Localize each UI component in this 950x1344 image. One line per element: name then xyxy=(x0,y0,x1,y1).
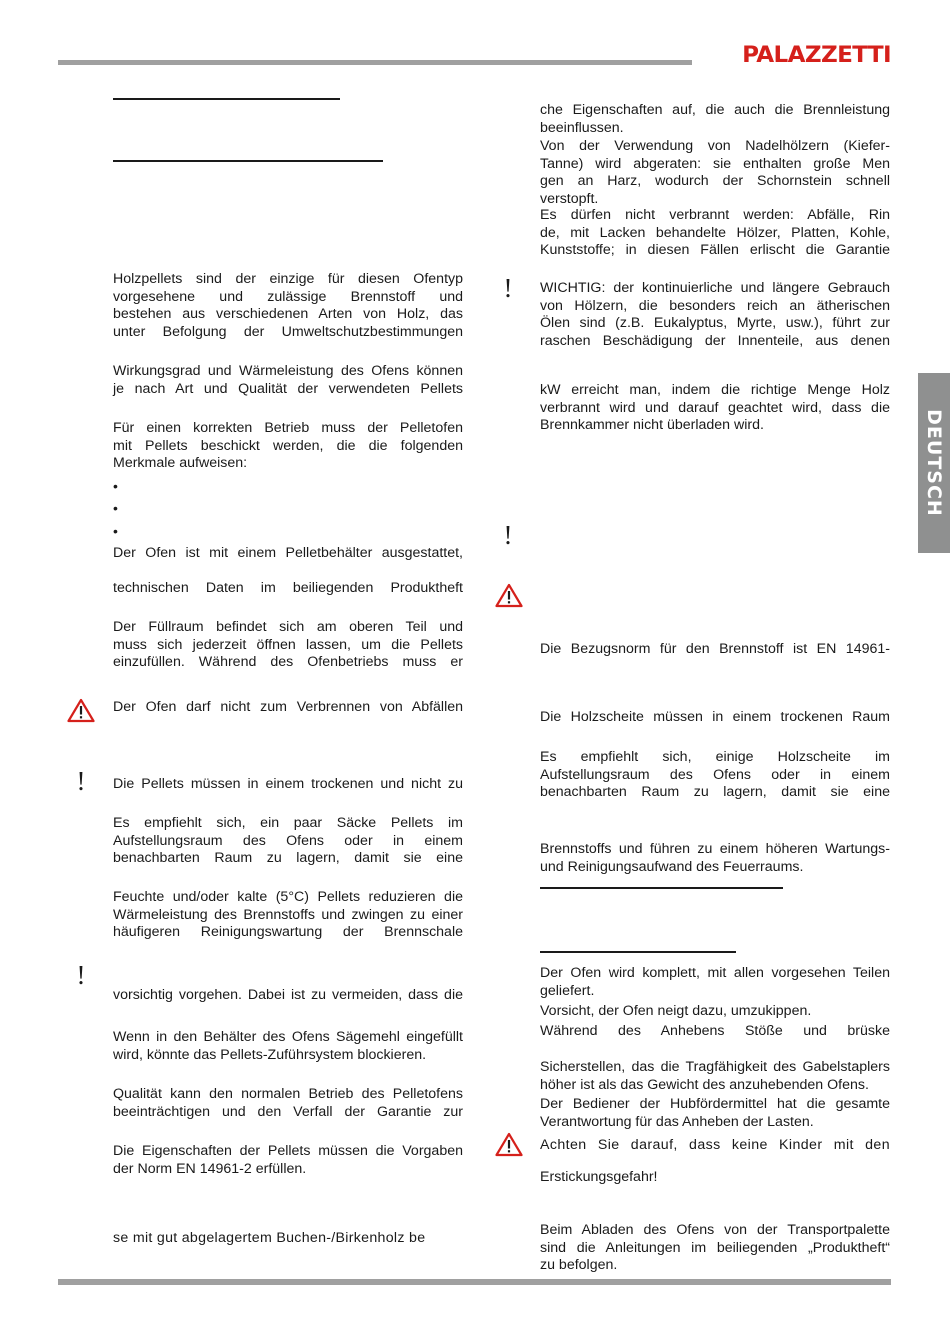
warning-triangle-icon xyxy=(495,583,523,608)
language-tab-label: DEUTSCH xyxy=(923,409,945,517)
paragraph: Wirkungsgrad und Wärmeleistung des Ofens können je nach Art und Qualität der verwendeten Pellets xyxy=(113,363,463,397)
paragraph: Wenn in den Behälter des Ofens Sägemehl eingefüllt wird, könnte das Pellets-Zuführsystem blockieren. xyxy=(113,1029,463,1063)
paragraph: che Eigenschaften auf, die auch die Brennleistung beeinflussen. xyxy=(540,102,890,136)
paragraph: WICHTIG: der kontinuierliche und längere Gebrauch von Hölzern, die besonders reich an ätherischen Ölen sind (z.B. Eukalyptus, Myrte, usw.), führt zur raschen Beschädigung der Innenteile, aus denen xyxy=(540,280,890,349)
paragraph: Sicherstellen, das die Tragfähigkeit des Gabelstaplers höher ist als das Gewicht des anzuhebenden Ofens. xyxy=(540,1059,890,1093)
paragraph: Brennstoffs und führen zu einem höheren Wartungs- und Reinigungsaufwand des Feuerraums. xyxy=(540,841,890,875)
paragraph: vorsichtig vorgehen. Dabei ist zu vermeiden, dass die xyxy=(113,987,463,1003)
heading-rule xyxy=(540,887,783,889)
exclamation-mark-icon: ! xyxy=(503,273,513,303)
paragraph: Die Eigenschaften der Pellets müssen die Vorgaben der Norm EN 14961-2 erfüllen. xyxy=(113,1143,463,1177)
heading-rule xyxy=(540,951,736,953)
footer-rule xyxy=(58,1279,891,1285)
paragraph: Es empfiehlt sich, ein paar Säcke Pellets im Aufstellungsraum des Ofens oder in einem benachbarten Raum zu lagern, damit sie eine xyxy=(113,815,463,866)
exclamation-mark-icon: ! xyxy=(76,960,86,990)
paragraph: Feuchte und/oder kalte (5°C) Pellets reduzieren die Wärmeleistung des Brennstoffs und zwingen zu einer häufigeren Reinigungswartung der Brennschale xyxy=(113,889,463,940)
paragraph: technischen Daten im beiliegenden Produktheft xyxy=(113,580,463,596)
bullet-marker: • xyxy=(113,523,118,539)
bullet-marker: • xyxy=(113,500,118,516)
paragraph: Achten Sie darauf, dass keine Kinder mit den xyxy=(540,1137,890,1153)
exclamation-mark-icon: ! xyxy=(503,520,513,550)
warning-triangle-icon xyxy=(495,1132,523,1157)
paragraph: Vorsicht, der Ofen neigt dazu, umzukippen. xyxy=(540,1003,812,1019)
paragraph: Die Pellets müssen in einem trockenen und nicht zu xyxy=(113,776,463,792)
brand-logo: PALAZZETTI xyxy=(742,43,891,68)
paragraph: Es dürfen nicht verbrannt werden: Abfälle, Rin de, mit Lacken behandelte Hölzer, Platten, Kohle, Kunststoffe; in diesen Fällen erlischt die Garantie xyxy=(540,207,890,258)
header-rule xyxy=(58,60,692,65)
paragraph: Beim Abladen des Ofens von der Transportpalette sind die Anleitungen im beiliegenden „Produktheft“ zu befolgen. xyxy=(540,1222,890,1273)
paragraph: kW erreicht man, indem die richtige Menge Holz verbrannt wird und darauf geachtet wird, dass die Brennkammer nicht überladen wird. xyxy=(540,382,890,433)
paragraph: Der Bediener der Hubfördermittel hat die gesamte Verantwortung für das Anheben der Lasten. xyxy=(540,1096,890,1130)
paragraph: Holzpellets sind der einzige für diesen Ofentyp vorgesehene und zulässige Brennstoff und bestehen aus verschiedenen Arten von Holz, das unter Befolgung der Umweltschutzbestimmungen xyxy=(113,271,463,340)
language-tab[interactable] xyxy=(918,373,950,553)
heading-rule xyxy=(113,98,340,100)
paragraph: Die Holzscheite müssen in einem trockenen Raum xyxy=(540,709,890,725)
paragraph: Von der Verwendung von Nadelhölzern (Kiefer- Tanne) wird abgeraten: sie enthalten große Men gen an Harz, wodurch der Schornstein schnell verstopft. xyxy=(540,138,890,207)
paragraph: Während des Anhebens Stöße und brüske xyxy=(540,1023,890,1039)
bullet-marker: • xyxy=(113,478,118,494)
paragraph: Die Bezugsnorm für den Brennstoff ist EN 14961- xyxy=(540,641,890,657)
paragraph: Erstickungsgefahr! xyxy=(540,1169,658,1185)
paragraph: Es empfiehlt sich, einige Holzscheite im Aufstellungsraum des Ofens oder in einem benachbarten Raum zu lagern, damit sie eine xyxy=(540,749,890,800)
warning-triangle-icon xyxy=(67,698,95,723)
paragraph: Qualität kann den normalen Betrieb des Pelletofens beeinträchtigen und den Verfall der Garantie zur xyxy=(113,1086,463,1120)
exclamation-mark-icon: ! xyxy=(76,766,86,796)
paragraph: Der Ofen wird komplett, mit allen vorgesehen Teilen geliefert. xyxy=(540,965,890,999)
paragraph: Der Ofen darf nicht zum Verbrennen von Abfällen xyxy=(113,699,463,715)
paragraph: se mit gut abgelagertem Buchen-/Birkenholz be xyxy=(113,1230,426,1246)
paragraph: Für einen korrekten Betrieb muss der Pelletofen mit Pellets beschickt werden, die die folgenden Merkmale aufweisen: xyxy=(113,420,463,471)
heading-rule xyxy=(113,160,383,162)
paragraph: Der Füllraum befindet sich am oberen Teil und muss sich jederzeit öffnen lassen, um die Pellets einzufüllen. Während des Ofenbetriebs muss er xyxy=(113,619,463,670)
paragraph: Der Ofen ist mit einem Pelletbehälter ausgestattet, xyxy=(113,545,463,561)
